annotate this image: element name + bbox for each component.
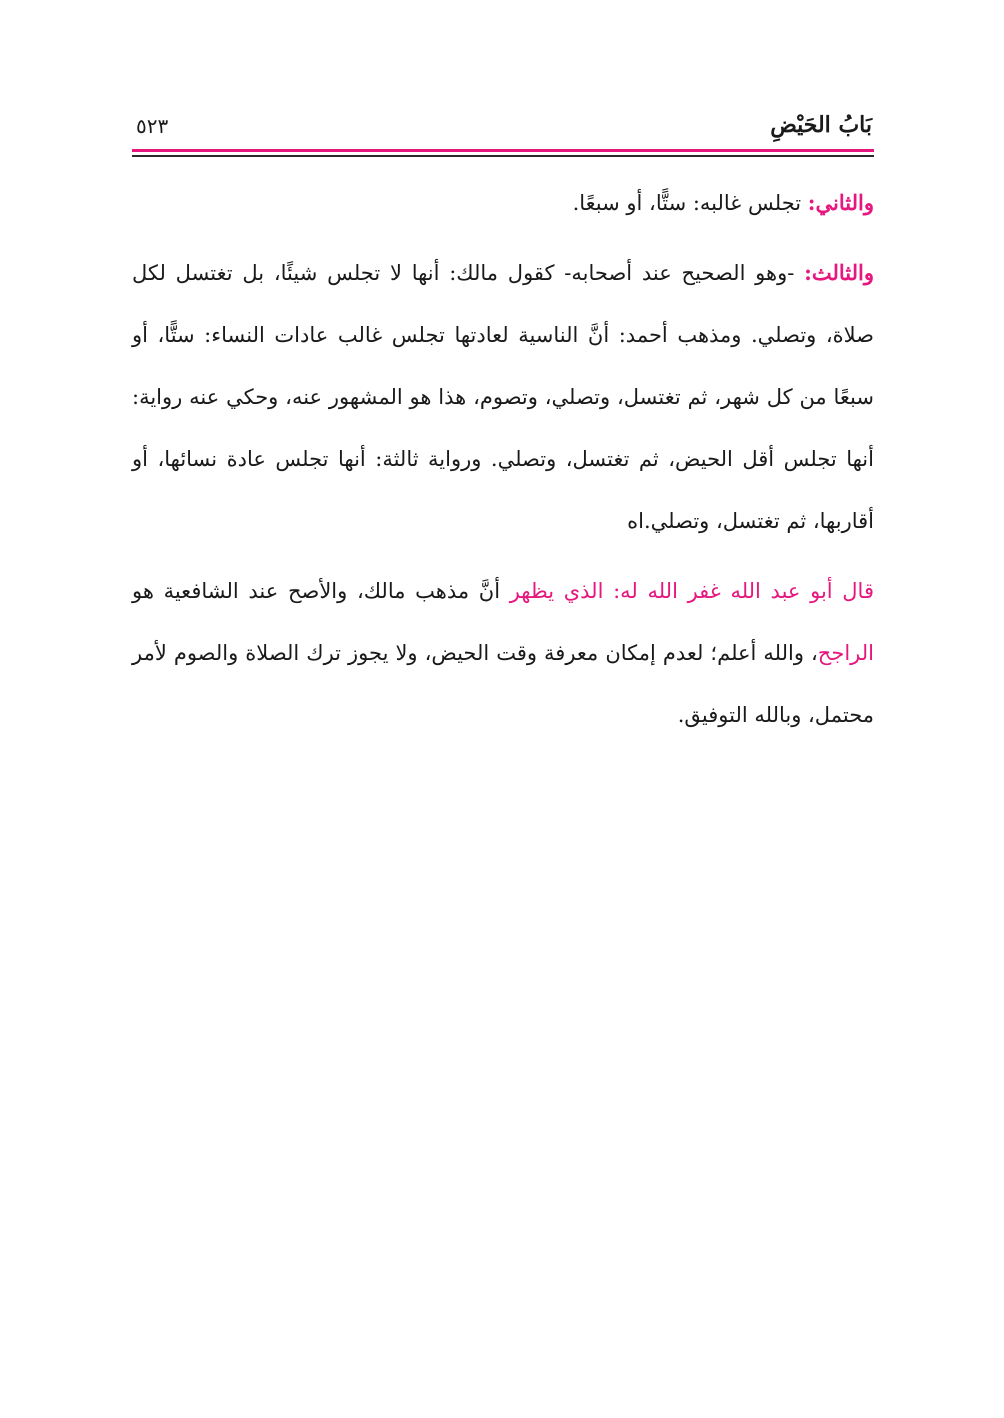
term-label: والثاني: (807, 190, 874, 215)
paragraph-author-conclusion (132, 560, 874, 746)
chapter-title: بَابُ الحَيْضِ (770, 112, 872, 138)
paragraph-text: -وهو الصحيح عند أصحابه- كقول مالك: أنها لا تجلس شيئًا، بل تغتسل لكل صلاة، وتصلي. ومذهب أحمد: أنَّ الناسية لعادتها تجلس غالب عادات النساء: ستًّا، أو سبعًا من كل شهر، ثم تغتسل، وتصلي، وتصوم، هذا هو المشهور عنه، وحكي عنه رواية: أنها تجلس أقل الحيض، ثم تغتسل، وتصلي. ورواية ثالثة: أنها تجلس عادة نسائها، أو أقاربها، ثم تغتسل، وتصلي.اه (132, 261, 874, 533)
paragraph-text: أنَّ مذهب مالك، والأصح عند الشافعية هو (132, 579, 510, 603)
highlight-phrase: الذي يظهر (509, 579, 614, 603)
header-rule-pink (132, 149, 874, 152)
paragraph-second-opinion (132, 172, 874, 234)
header-rule-black (132, 155, 874, 157)
page-number: ٥٢٣ (136, 114, 169, 138)
author-note: قال أبو عبد الله غفر الله له: (613, 579, 874, 603)
paragraph-text: تجلس غالبه: ستًّا، أو سبعًا. (572, 191, 808, 215)
paragraph-text: ، والله أعلم؛ لعدم إمكان معرفة وقت الحيض، ولا يجوز ترك الصلاة والصوم لأمر محتمل، وبالله التوفيق. (132, 641, 874, 727)
term-label: والثالث: (804, 260, 874, 285)
page-body (132, 172, 874, 746)
paragraph-third-opinion (132, 242, 874, 552)
page-header (132, 112, 874, 152)
rajih-word: الراجح (817, 641, 874, 665)
